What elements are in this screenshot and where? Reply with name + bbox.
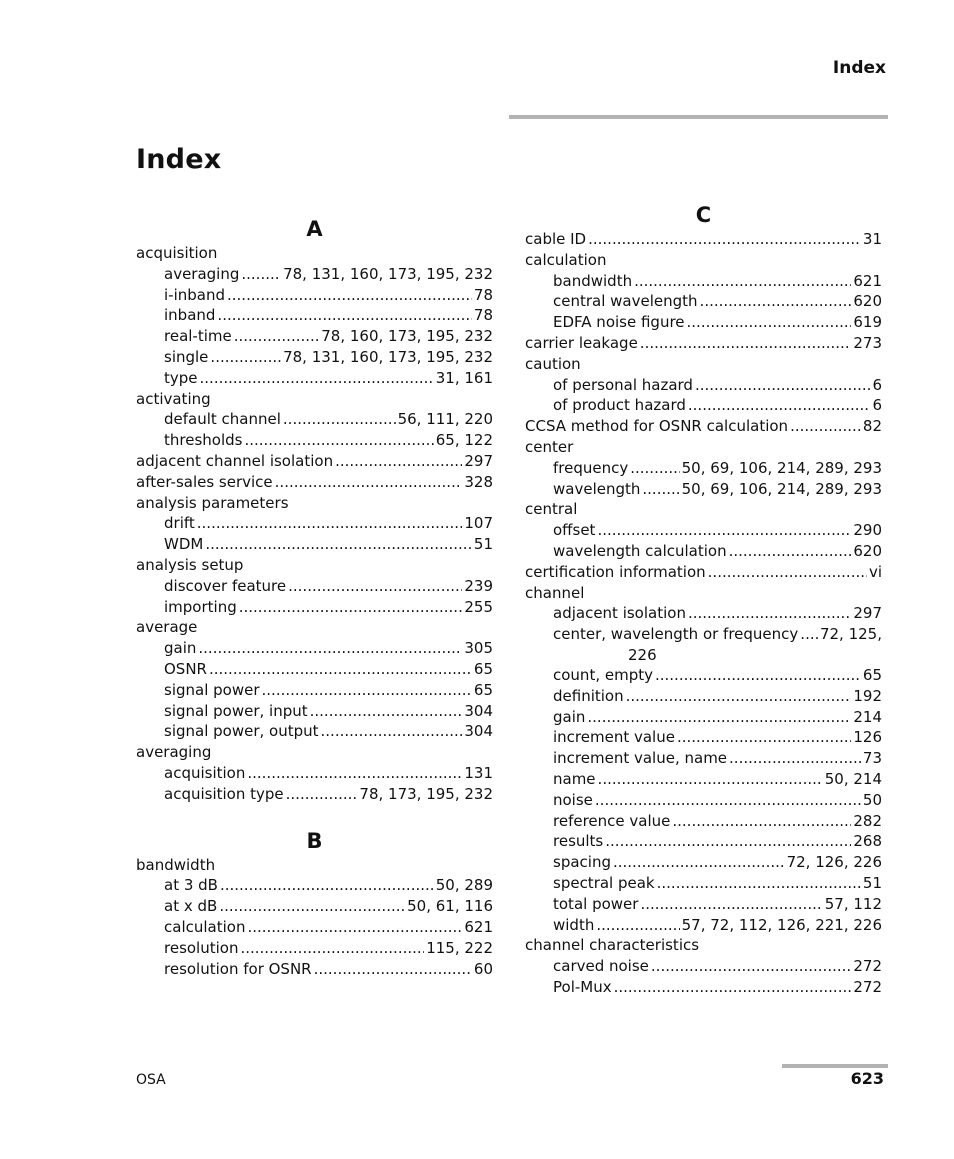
- index-term: results: [553, 832, 604, 851]
- index-subentry: [136, 576, 493, 597]
- dot-leader: [210, 347, 281, 368]
- page-references: 107: [464, 514, 493, 533]
- dot-leader: [247, 917, 462, 938]
- index-term: spacing: [553, 853, 611, 872]
- index-subentry: [136, 534, 493, 555]
- index-subentry: [136, 875, 493, 896]
- dot-leader: [200, 368, 434, 389]
- dot-leader: [655, 665, 861, 686]
- index-subentry: [136, 597, 493, 618]
- index-subentry: [525, 291, 882, 312]
- page-references: 214: [853, 707, 882, 726]
- index-column-right: [525, 202, 882, 998]
- index-term: frequency: [553, 458, 629, 477]
- dot-leader: [790, 416, 861, 437]
- dot-leader: [634, 271, 851, 292]
- dot-leader: [234, 326, 320, 347]
- index-entry: [525, 250, 882, 271]
- index-subentry: [525, 831, 882, 852]
- index-subentry: [525, 271, 882, 292]
- index-term: single: [164, 347, 209, 366]
- index-subentry: [525, 894, 882, 915]
- index-subentry: [136, 326, 493, 347]
- index-term: i-inband: [164, 285, 225, 304]
- dot-leader: [677, 727, 851, 748]
- dot-leader: [241, 264, 281, 285]
- index-term: averaging: [164, 264, 240, 283]
- index-subentry: [525, 541, 882, 562]
- page-references: 6: [872, 375, 882, 394]
- index-subentry: [525, 458, 882, 479]
- page-references: 82: [862, 417, 882, 436]
- index-subentry: [525, 603, 882, 624]
- page-references: 328: [464, 472, 493, 491]
- page-references: 297: [464, 451, 493, 470]
- index-term: caution: [525, 354, 581, 373]
- dot-leader: [239, 597, 463, 618]
- index-subentry: [525, 790, 882, 811]
- index-entry: [525, 499, 882, 520]
- page-references: 50, 214: [824, 769, 882, 788]
- index-entry: [136, 855, 493, 876]
- dot-leader: [729, 748, 861, 769]
- index-term: spectral peak: [553, 873, 655, 892]
- index-subentry: [136, 347, 493, 368]
- page-references: 73: [862, 749, 882, 768]
- dot-leader: [209, 659, 472, 680]
- index-term: activating: [136, 389, 211, 408]
- index-term: acquisition: [164, 763, 246, 782]
- index-subentry: [136, 959, 493, 980]
- index-subentry: [136, 763, 493, 784]
- index-term: center: [525, 437, 574, 456]
- running-header-title: Index: [832, 58, 886, 78]
- index-subentry: [525, 395, 882, 416]
- page-references: 78, 131, 160, 173, 195, 232: [283, 264, 493, 283]
- index-subentry: [136, 896, 493, 917]
- index-subentry: [136, 409, 493, 430]
- index-term: wavelength calculation: [553, 541, 727, 560]
- page-references: 31, 161: [435, 368, 493, 387]
- index-term: center, wavelength or frequency: [553, 625, 799, 644]
- page-references: 60: [473, 959, 493, 978]
- index-term: inband: [164, 306, 216, 325]
- page-references: 78, 160, 173, 195, 232: [321, 327, 493, 346]
- dot-leader: [613, 852, 785, 873]
- dot-leader: [335, 451, 462, 472]
- dot-leader: [597, 520, 851, 541]
- index-term: central: [525, 500, 578, 519]
- index-subentry: [525, 312, 882, 333]
- index-term: increment value: [553, 728, 675, 747]
- index-entry: [525, 333, 882, 354]
- index-subentry: [525, 769, 882, 790]
- dot-leader: [275, 472, 463, 493]
- index-subentry: [525, 479, 882, 500]
- index-term: CCSA method for OSNR calculation: [525, 417, 789, 436]
- dot-leader: [247, 763, 462, 784]
- index-subentry: [136, 430, 493, 451]
- page-references: 50, 289: [435, 876, 493, 895]
- page-references: 78: [473, 285, 493, 304]
- index-subentry: [525, 686, 882, 707]
- page-references: 304: [464, 701, 493, 720]
- footer-product: OSA: [136, 1072, 166, 1088]
- index-term: default channel: [164, 410, 281, 429]
- index-subentry: [525, 852, 882, 873]
- page-references: 290: [853, 521, 882, 540]
- page-references: 272: [853, 977, 882, 996]
- index-term: certification information: [525, 562, 706, 581]
- index-term: signal power, input: [164, 701, 308, 720]
- dot-leader: [288, 576, 462, 597]
- index-entry: [525, 583, 882, 604]
- index-term: resolution for OSNR: [164, 959, 312, 978]
- index-subentry: [525, 748, 882, 769]
- dot-leader: [314, 959, 472, 980]
- index-term: acquisition type: [164, 784, 284, 803]
- index-subentry: [136, 513, 493, 534]
- index-term: Pol-Mux: [553, 977, 612, 996]
- index-term: resolution: [164, 938, 239, 957]
- index-subentry: [525, 811, 882, 832]
- index-term: reference value: [553, 811, 671, 830]
- index-term: noise: [553, 790, 593, 809]
- page-references: 51: [862, 873, 882, 892]
- dot-leader: [595, 790, 861, 811]
- index-term: after-sales service: [136, 472, 273, 491]
- index-term: gain: [164, 639, 197, 658]
- index-subentry: [136, 701, 493, 722]
- page-references: 115, 222: [426, 938, 493, 957]
- index-entry: [136, 451, 493, 472]
- dot-leader: [219, 896, 405, 917]
- page-references: 65: [473, 680, 493, 699]
- page-references: 72, 126, 226: [786, 853, 882, 872]
- page-references: 65, 122: [435, 431, 493, 450]
- index-column-left: [136, 216, 493, 979]
- index-term: calculation: [525, 250, 607, 269]
- index-term: average: [136, 618, 198, 637]
- dot-leader: [598, 769, 823, 790]
- page-references: 57, 72, 112, 126, 221, 226: [681, 915, 882, 934]
- dot-leader: [672, 811, 851, 832]
- page-references: 57, 112: [824, 894, 882, 913]
- dot-leader: [800, 624, 818, 645]
- page-references: 268: [853, 832, 882, 851]
- index-entry: [136, 493, 493, 514]
- index-subentry: [525, 915, 882, 936]
- index-term: thresholds: [164, 431, 243, 450]
- index-subentry: [136, 784, 493, 805]
- index-entry: [136, 472, 493, 493]
- index-entry: [525, 416, 882, 437]
- page-references: 192: [853, 686, 882, 705]
- page-references: 239: [464, 576, 493, 595]
- index-term: gain: [553, 707, 586, 726]
- dot-leader: [708, 562, 867, 583]
- index-term: increment value, name: [553, 749, 728, 768]
- index-term: signal power: [164, 680, 260, 699]
- page-references: 304: [464, 722, 493, 741]
- index-subentry: [525, 727, 882, 748]
- page-references: 620: [853, 292, 882, 311]
- dot-leader: [688, 603, 851, 624]
- index-subentry: [525, 707, 882, 728]
- index-term: importing: [164, 597, 237, 616]
- index-subentry: [136, 917, 493, 938]
- index-term: cable ID: [525, 230, 587, 248]
- index-term: signal power, output: [164, 722, 319, 741]
- index-subentry: [136, 721, 493, 742]
- index-subentry: [136, 305, 493, 326]
- index-term: count, empty: [553, 665, 653, 684]
- page-references: 78, 131, 160, 173, 195, 232: [283, 347, 493, 366]
- index-subentry: [136, 680, 493, 701]
- page-references: 50: [862, 790, 882, 809]
- dot-leader: [605, 831, 851, 852]
- index-term: acquisition: [136, 244, 218, 262]
- dot-leader: [687, 312, 852, 333]
- footer-rule: [782, 1064, 888, 1068]
- page-references: 272: [853, 957, 882, 976]
- dot-leader: [283, 409, 396, 430]
- page-references: 65: [473, 659, 493, 678]
- dot-leader: [262, 680, 472, 701]
- index-subentry: [136, 368, 493, 389]
- dot-leader: [688, 395, 871, 416]
- index-entry: [136, 243, 493, 264]
- index-entry: [136, 555, 493, 576]
- dot-leader: [729, 541, 852, 562]
- index-term: offset: [553, 521, 596, 540]
- page-references: 620: [853, 541, 882, 560]
- dot-leader: [240, 938, 424, 959]
- index-term: analysis setup: [136, 555, 244, 574]
- index-term: at x dB: [164, 897, 218, 916]
- dot-leader: [321, 721, 463, 742]
- page-references: 126: [853, 728, 882, 747]
- index-term: of product hazard: [553, 396, 686, 415]
- index-subentry: [136, 264, 493, 285]
- index-term: central wavelength: [553, 292, 698, 311]
- index-entry: [525, 935, 882, 956]
- index-subentry: [525, 873, 882, 894]
- page-references: 282: [853, 811, 882, 830]
- dot-leader: [227, 285, 472, 306]
- dot-leader: [310, 701, 463, 722]
- index-subentry: [525, 956, 882, 977]
- dot-leader: [695, 375, 870, 396]
- index-subentry: [136, 285, 493, 306]
- index-term: averaging: [136, 743, 212, 762]
- index-subentry: [136, 938, 493, 959]
- page-references: 6: [872, 396, 882, 415]
- page-references: 621: [464, 917, 493, 936]
- page-references: 56, 111, 220: [397, 410, 493, 429]
- section-letter: C: [695, 203, 712, 227]
- index-term: definition: [553, 686, 624, 705]
- dot-leader: [587, 707, 851, 728]
- index-term: channel characteristics: [525, 936, 700, 955]
- index-term: adjacent isolation: [553, 604, 686, 623]
- dot-leader: [588, 229, 861, 250]
- page-references: 50, 69, 106, 214, 289, 293: [681, 479, 882, 498]
- page-title: Index: [136, 144, 222, 175]
- index-term: of personal hazard: [553, 375, 693, 394]
- index-entry: [136, 742, 493, 763]
- dot-leader: [205, 534, 472, 555]
- dot-leader: [244, 430, 433, 451]
- page-references: 50, 61, 116: [407, 897, 493, 916]
- index-entry: [525, 437, 882, 458]
- index-term: real-time: [164, 327, 232, 346]
- section-letter: B: [306, 828, 323, 853]
- index-entry: [136, 389, 493, 410]
- index-entry: [525, 229, 882, 250]
- dot-leader: [700, 291, 852, 312]
- page-references: 255: [464, 597, 493, 616]
- dot-leader: [626, 686, 852, 707]
- dot-leader: [640, 894, 822, 915]
- dot-leader: [630, 458, 679, 479]
- index-entry: [525, 562, 882, 583]
- index-subentry: [525, 520, 882, 541]
- page-references: 131: [464, 763, 493, 782]
- dot-leader: [198, 638, 462, 659]
- footer-page-number: 623: [850, 1069, 884, 1088]
- page-references: 621: [853, 271, 882, 290]
- index-term: WDM: [164, 535, 204, 554]
- index-term: analysis parameters: [136, 493, 289, 512]
- index-term: width: [553, 915, 595, 934]
- index-term: calculation: [164, 917, 246, 936]
- index-term: bandwidth: [136, 855, 216, 874]
- dot-leader: [220, 875, 434, 896]
- page-references: 78, 173, 195, 232: [359, 784, 493, 803]
- index-subentry: [136, 638, 493, 659]
- index-subentry: [525, 624, 882, 645]
- index-term: adjacent channel isolation: [136, 451, 334, 470]
- index-term: wavelength: [553, 479, 641, 498]
- page-references: 273: [853, 333, 882, 352]
- index-entry: [525, 354, 882, 375]
- dot-leader: [657, 873, 861, 894]
- index-term: total power: [553, 894, 639, 913]
- dot-leader: [651, 956, 851, 977]
- index-term: carved noise: [553, 957, 649, 976]
- index-term: carrier leakage: [525, 333, 638, 352]
- page-references: 619: [853, 313, 882, 332]
- index-term: discover feature: [164, 576, 287, 595]
- index-term: drift: [164, 514, 195, 533]
- index-term: at 3 dB: [164, 876, 218, 895]
- index-subentry: [525, 977, 882, 998]
- index-term: type: [164, 368, 198, 387]
- dot-leader: [217, 305, 471, 326]
- index-term: name: [553, 769, 596, 788]
- page-references: 65: [862, 665, 882, 684]
- page-references: 51: [473, 535, 493, 554]
- section-letter: A: [306, 217, 323, 241]
- index-term: EDFA noise figure: [553, 313, 685, 332]
- dot-leader: [286, 784, 358, 805]
- page-references: 31: [862, 230, 882, 248]
- page-references: 72, 125,: [819, 625, 882, 644]
- index-subentry: [525, 665, 882, 686]
- index-subentry: [136, 659, 493, 680]
- page-references: 50, 69, 106, 214, 289, 293: [681, 458, 882, 477]
- dot-leader: [640, 333, 852, 354]
- page-references: 297: [853, 604, 882, 623]
- dot-leader: [596, 915, 679, 936]
- index-entry: [136, 617, 493, 638]
- page-references: vi: [868, 562, 882, 581]
- header-rule: [509, 115, 888, 119]
- dot-leader: [614, 977, 852, 998]
- dot-leader: [642, 479, 679, 500]
- index-subentry: [525, 375, 882, 396]
- page-references: 78: [473, 306, 493, 325]
- index-term: OSNR: [164, 659, 207, 678]
- section-gap: [136, 805, 493, 828]
- page-references: 305: [464, 639, 493, 658]
- index-term: channel: [525, 583, 585, 602]
- page-references-continued: 226: [628, 645, 657, 664]
- dot-leader: [197, 513, 463, 534]
- index-term: bandwidth: [553, 271, 633, 290]
